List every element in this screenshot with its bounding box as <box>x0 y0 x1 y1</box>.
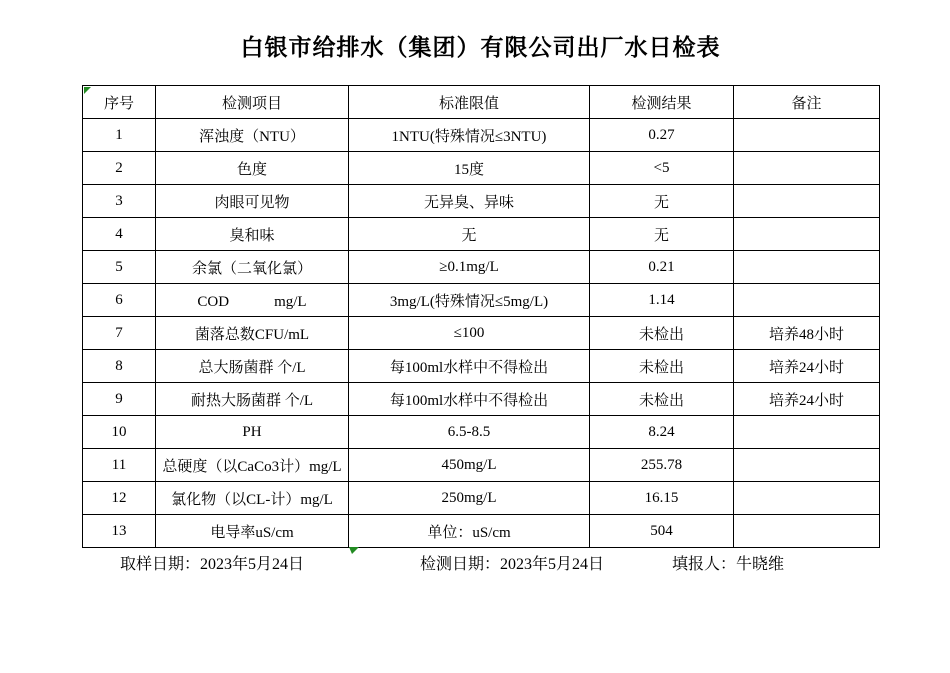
table-cell: 450mg/L <box>349 449 590 482</box>
table-cell: <5 <box>590 152 734 185</box>
table-row <box>83 317 880 350</box>
sampling-date-text: 取样日期：2023年5月24日 <box>120 556 305 573</box>
table-cell: 0.21 <box>590 251 734 284</box>
table-cell: ≤100 <box>349 317 590 350</box>
table-cell: 1.14 <box>590 284 734 317</box>
table-cell: 6 <box>83 284 156 317</box>
table-body <box>83 119 880 548</box>
table-cell: 13 <box>83 515 156 548</box>
table-cell: COD mg/L <box>156 284 349 317</box>
table-cell: 5 <box>83 251 156 284</box>
table-cell: 无异臭、异味 <box>349 185 590 218</box>
table-cell: 8 <box>83 350 156 383</box>
table-cell: 3 <box>83 185 156 218</box>
table-cell: 16.15 <box>590 482 734 515</box>
table-cell: 1NTU(特殊情况≤3NTU) <box>349 119 590 152</box>
table-cell: 2 <box>83 152 156 185</box>
table-cell <box>734 218 880 251</box>
test-date-text: 检测日期：2023年5月24日 <box>420 556 605 573</box>
table-row <box>83 284 880 317</box>
table-cell: PH <box>156 416 349 449</box>
table-cell: 培养24小时 <box>734 383 880 416</box>
inspection-table <box>82 85 880 548</box>
table-cell: 无 <box>590 218 734 251</box>
table-row <box>83 350 880 383</box>
table-cell: 15度 <box>349 152 590 185</box>
table-cell: 255.78 <box>590 449 734 482</box>
table-cell: 肉眼可见物 <box>156 185 349 218</box>
table-cell: 504 <box>590 515 734 548</box>
table-cell: 250mg/L <box>349 482 590 515</box>
table-row <box>83 515 880 548</box>
table-row <box>83 449 880 482</box>
column-header: 备注 <box>734 86 880 119</box>
page-title: 白银市给排水（集团）有限公司出厂水日检表 <box>240 35 721 60</box>
table-row <box>83 416 880 449</box>
table-row <box>83 383 880 416</box>
table-row <box>83 482 880 515</box>
table-cell <box>734 284 880 317</box>
table-cell: 臭和味 <box>156 218 349 251</box>
table-cell: 培养24小时 <box>734 350 880 383</box>
table-cell: 9 <box>83 383 156 416</box>
reporter-text: 填报人：牛晓维 <box>672 556 785 573</box>
table-cell: ≥0.1mg/L <box>349 251 590 284</box>
table-cell: 余氯（二氧化氯） <box>156 251 349 284</box>
green-bottom-marker-icon <box>349 547 359 554</box>
table-cell: 未检出 <box>590 350 734 383</box>
column-header: 标准限值 <box>349 86 590 119</box>
table-cell: 总硬度（以CaCo3计）mg/L <box>156 449 349 482</box>
table-row <box>83 218 880 251</box>
table-cell <box>734 251 880 284</box>
table-cell: 每100ml水样中不得检出 <box>349 350 590 383</box>
table-row <box>83 152 880 185</box>
table-cell: 11 <box>83 449 156 482</box>
table-cell <box>734 482 880 515</box>
table-cell: 8.24 <box>590 416 734 449</box>
table-cell: 未检出 <box>590 317 734 350</box>
table-cell <box>734 152 880 185</box>
table-cell: 6.5-8.5 <box>349 416 590 449</box>
table-cell: 10 <box>83 416 156 449</box>
table-cell: 1 <box>83 119 156 152</box>
column-header: 检测结果 <box>590 86 734 119</box>
table-cell <box>734 119 880 152</box>
table-cell: 每100ml水样中不得检出 <box>349 383 590 416</box>
table-cell <box>734 449 880 482</box>
table-row <box>83 251 880 284</box>
table-cell: 总大肠菌群 个/L <box>156 350 349 383</box>
table-cell: 无 <box>349 218 590 251</box>
table-cell <box>734 416 880 449</box>
table-cell: 0.27 <box>590 119 734 152</box>
table-cell: 电导率uS/cm <box>156 515 349 548</box>
footer <box>0 554 950 576</box>
table-cell: 3mg/L(特殊情况≤5mg/L) <box>349 284 590 317</box>
table-cell: 未检出 <box>590 383 734 416</box>
table-cell: 4 <box>83 218 156 251</box>
table-cell: 氯化物（以CL-计）mg/L <box>156 482 349 515</box>
table-cell: 浑浊度（NTU） <box>156 119 349 152</box>
table-cell: 培养48小时 <box>734 317 880 350</box>
table-cell: 12 <box>83 482 156 515</box>
table-row <box>83 119 880 152</box>
column-header: 序号 <box>83 86 156 119</box>
table-cell: 色度 <box>156 152 349 185</box>
table-cell: 7 <box>83 317 156 350</box>
table-cell <box>734 515 880 548</box>
table-cell: 无 <box>590 185 734 218</box>
table-header-row <box>83 86 880 119</box>
column-header: 检测项目 <box>156 86 349 119</box>
table-cell: 耐热大肠菌群 个/L <box>156 383 349 416</box>
table-cell: 菌落总数CFU/mL <box>156 317 349 350</box>
table-row <box>83 185 880 218</box>
table-cell: 单位：uS/cm <box>349 515 590 548</box>
table-cell <box>734 185 880 218</box>
